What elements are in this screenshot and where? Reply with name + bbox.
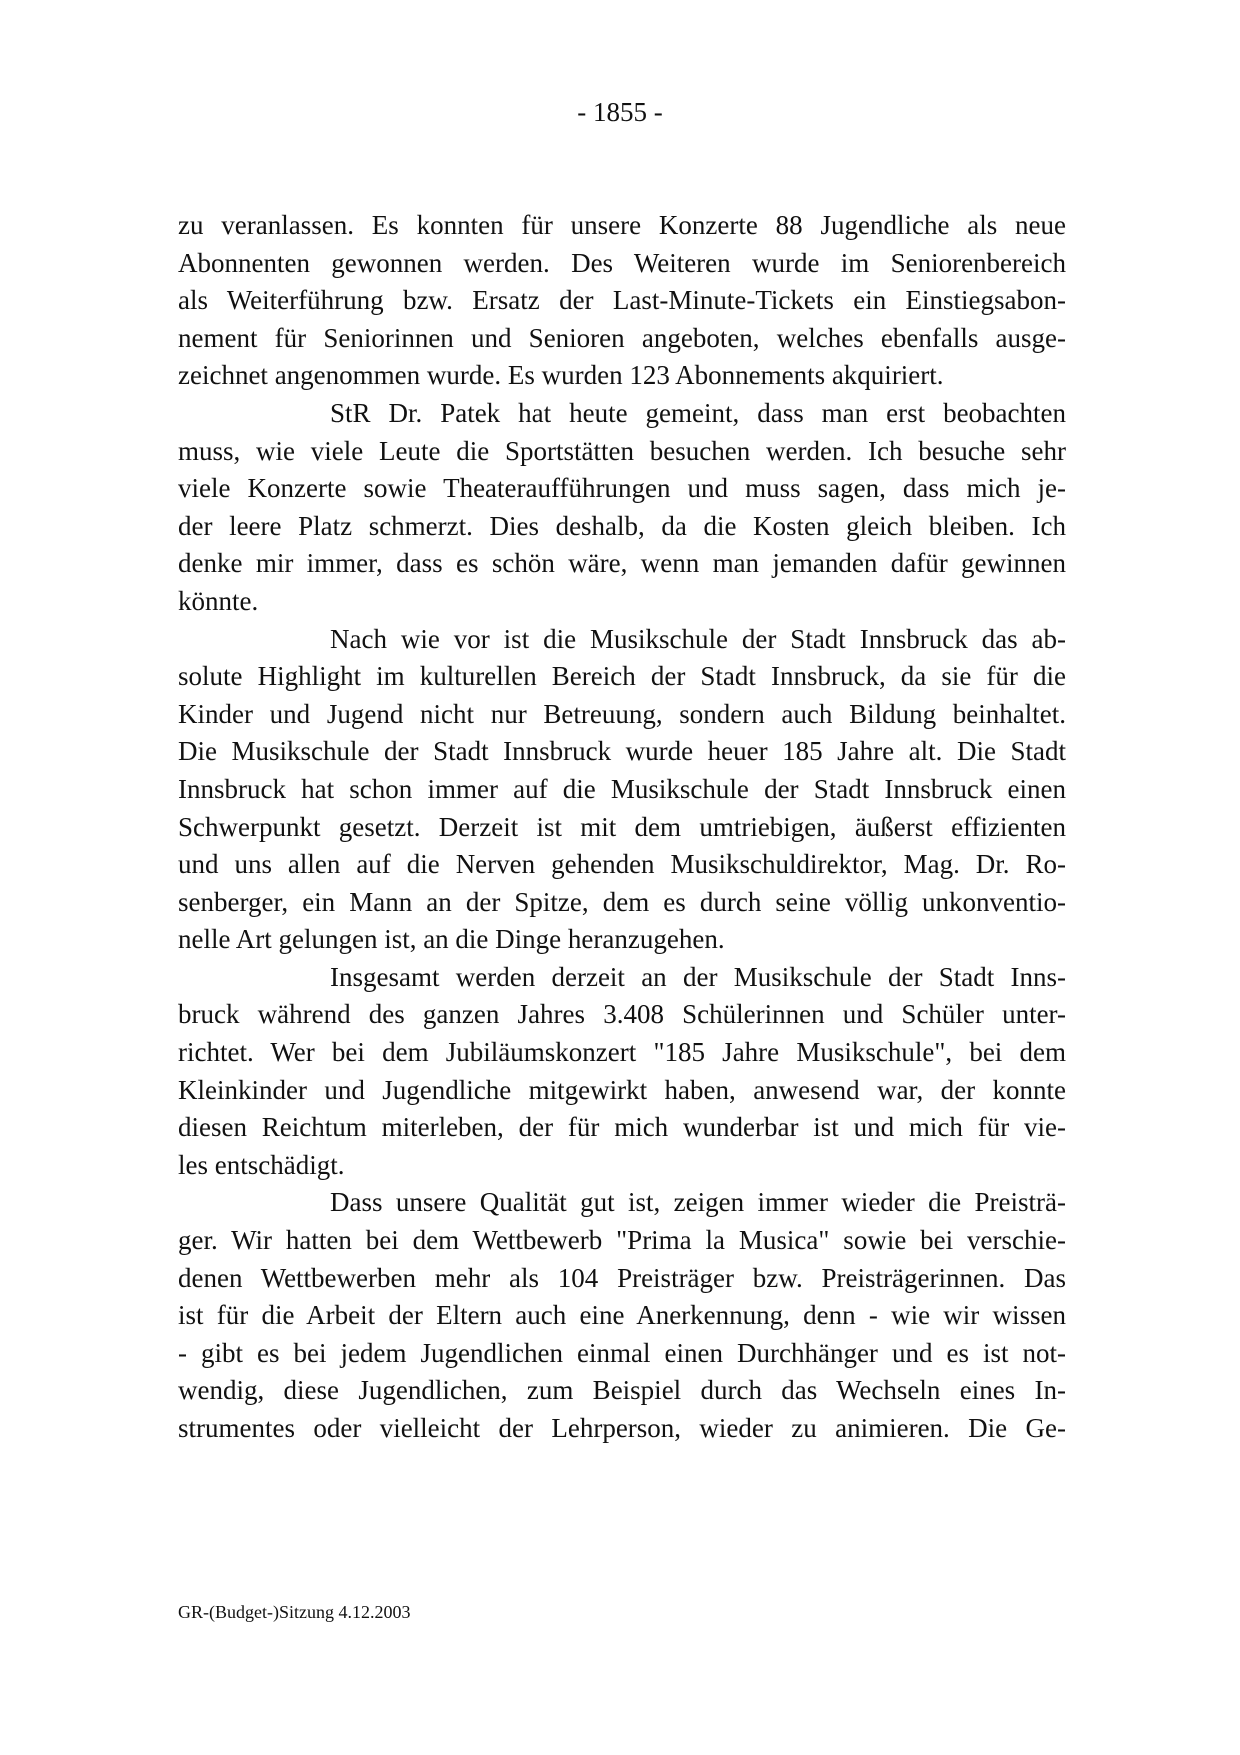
text-line: könnte. (178, 585, 259, 616)
text-line: denke mir immer, dass es schön wäre, wenn man jemanden dafür gewinnen (178, 548, 1066, 579)
text-line: diesen Reichtum miterleben, der für mich wunderbar ist und mich für vie- (178, 1112, 1066, 1143)
body-text (178, 207, 1066, 1448)
text-line: Schwerpunkt gesetzt. Derzeit ist mit dem umtriebigen, äußerst effizienten (178, 811, 1066, 842)
text-line: ist für die Arbeit der Eltern auch eine Anerkennung, denn - wie wir wissen (178, 1300, 1066, 1331)
text-line: Innsbruck hat schon immer auf die Musikschule der Stadt Innsbruck einen (178, 773, 1066, 804)
paragraph-first-line: Nach wie vor ist die Musikschule der Stadt Innsbruck das ab- (330, 623, 1066, 654)
text-line: denen Wettbewerben mehr als 104 Preisträger bzw. Preisträgerinnen. Das (178, 1262, 1066, 1293)
footer-session-label: GR-(Budget-)Sitzung 4.12.2003 (178, 1602, 411, 1622)
text-line: bruck während des ganzen Jahres 3.408 Schülerinnen und Schüler unter- (178, 999, 1066, 1030)
text-line: als Weiterführung bzw. Ersatz der Last-Minute-Tickets ein Einstiegsabon- (178, 285, 1066, 316)
text-line: wendig, diese Jugendlichen, zum Beispiel durch das Wechseln eines In- (178, 1375, 1066, 1406)
text-line: - gibt es bei jedem Jugendlichen einmal einen Durchhänger und es ist not- (178, 1337, 1066, 1368)
page-number: - 1855 - (577, 97, 663, 127)
text-line: Kinder und Jugend nicht nur Betreuung, sondern auch Bildung beinhaltet. (178, 698, 1066, 729)
paragraph-first-line: Insgesamt werden derzeit an der Musikschule der Stadt Inns- (330, 961, 1066, 992)
text-line: senberger, ein Mann an der Spitze, dem es durch seine völlig unkonventio- (178, 886, 1066, 917)
text-line: richtet. Wer bei dem Jubiläumskonzert "185 Jahre Musikschule", bei dem (178, 1037, 1066, 1068)
text-line: strumentes oder vielleicht der Lehrperson, wieder zu animieren. Die Ge- (178, 1413, 1066, 1443)
text-line: zu veranlassen. Es konnten für unsere Konzerte 88 Jugendliche als neue (178, 210, 1066, 240)
text-line: Kleinkinder und Jugendliche mitgewirkt haben, anwesend war, der konnte (178, 1074, 1066, 1105)
text-line: nelle Art gelungen ist, an die Dinge heranzugehen. (178, 924, 725, 955)
text-line: Die Musikschule der Stadt Innsbruck wurde heuer 185 Jahre alt. Die Stadt (178, 736, 1066, 767)
text-line: ger. Wir hatten bei dem Wettbewerb "Prima la Musica" sowie bei verschie- (178, 1225, 1066, 1256)
text-line: nement für Seniorinnen und Senioren angeboten, welches ebenfalls ausge- (178, 322, 1066, 353)
text-line: Abonnenten gewonnen werden. Des Weiteren wurde im Seniorenbereich (178, 247, 1066, 278)
paragraph-first-line: StR Dr. Patek hat heute gemeint, dass man erst beobachten (330, 397, 1066, 428)
text-line: muss, wie viele Leute die Sportstätten besuchen werden. Ich besuche sehr (178, 435, 1066, 466)
text-line: und uns allen auf die Nerven gehenden Musikschuldirektor, Mag. Dr. Ro- (178, 849, 1066, 880)
paragraph-first-line: Dass unsere Qualität gut ist, zeigen immer wieder die Preisträ- (330, 1187, 1066, 1218)
text-line: viele Konzerte sowie Theateraufführungen und muss sagen, dass mich je- (178, 473, 1066, 504)
text-line: solute Highlight im kulturellen Bereich der Stadt Innsbruck, da sie für die (178, 661, 1066, 692)
text-line: der leere Platz schmerzt. Dies deshalb, da die Kosten gleich bleiben. Ich (178, 510, 1066, 541)
text-line: zeichnet angenommen wurde. Es wurden 123 Abonnements akquiriert. (178, 360, 944, 391)
text-line: les entschädigt. (178, 1149, 345, 1180)
